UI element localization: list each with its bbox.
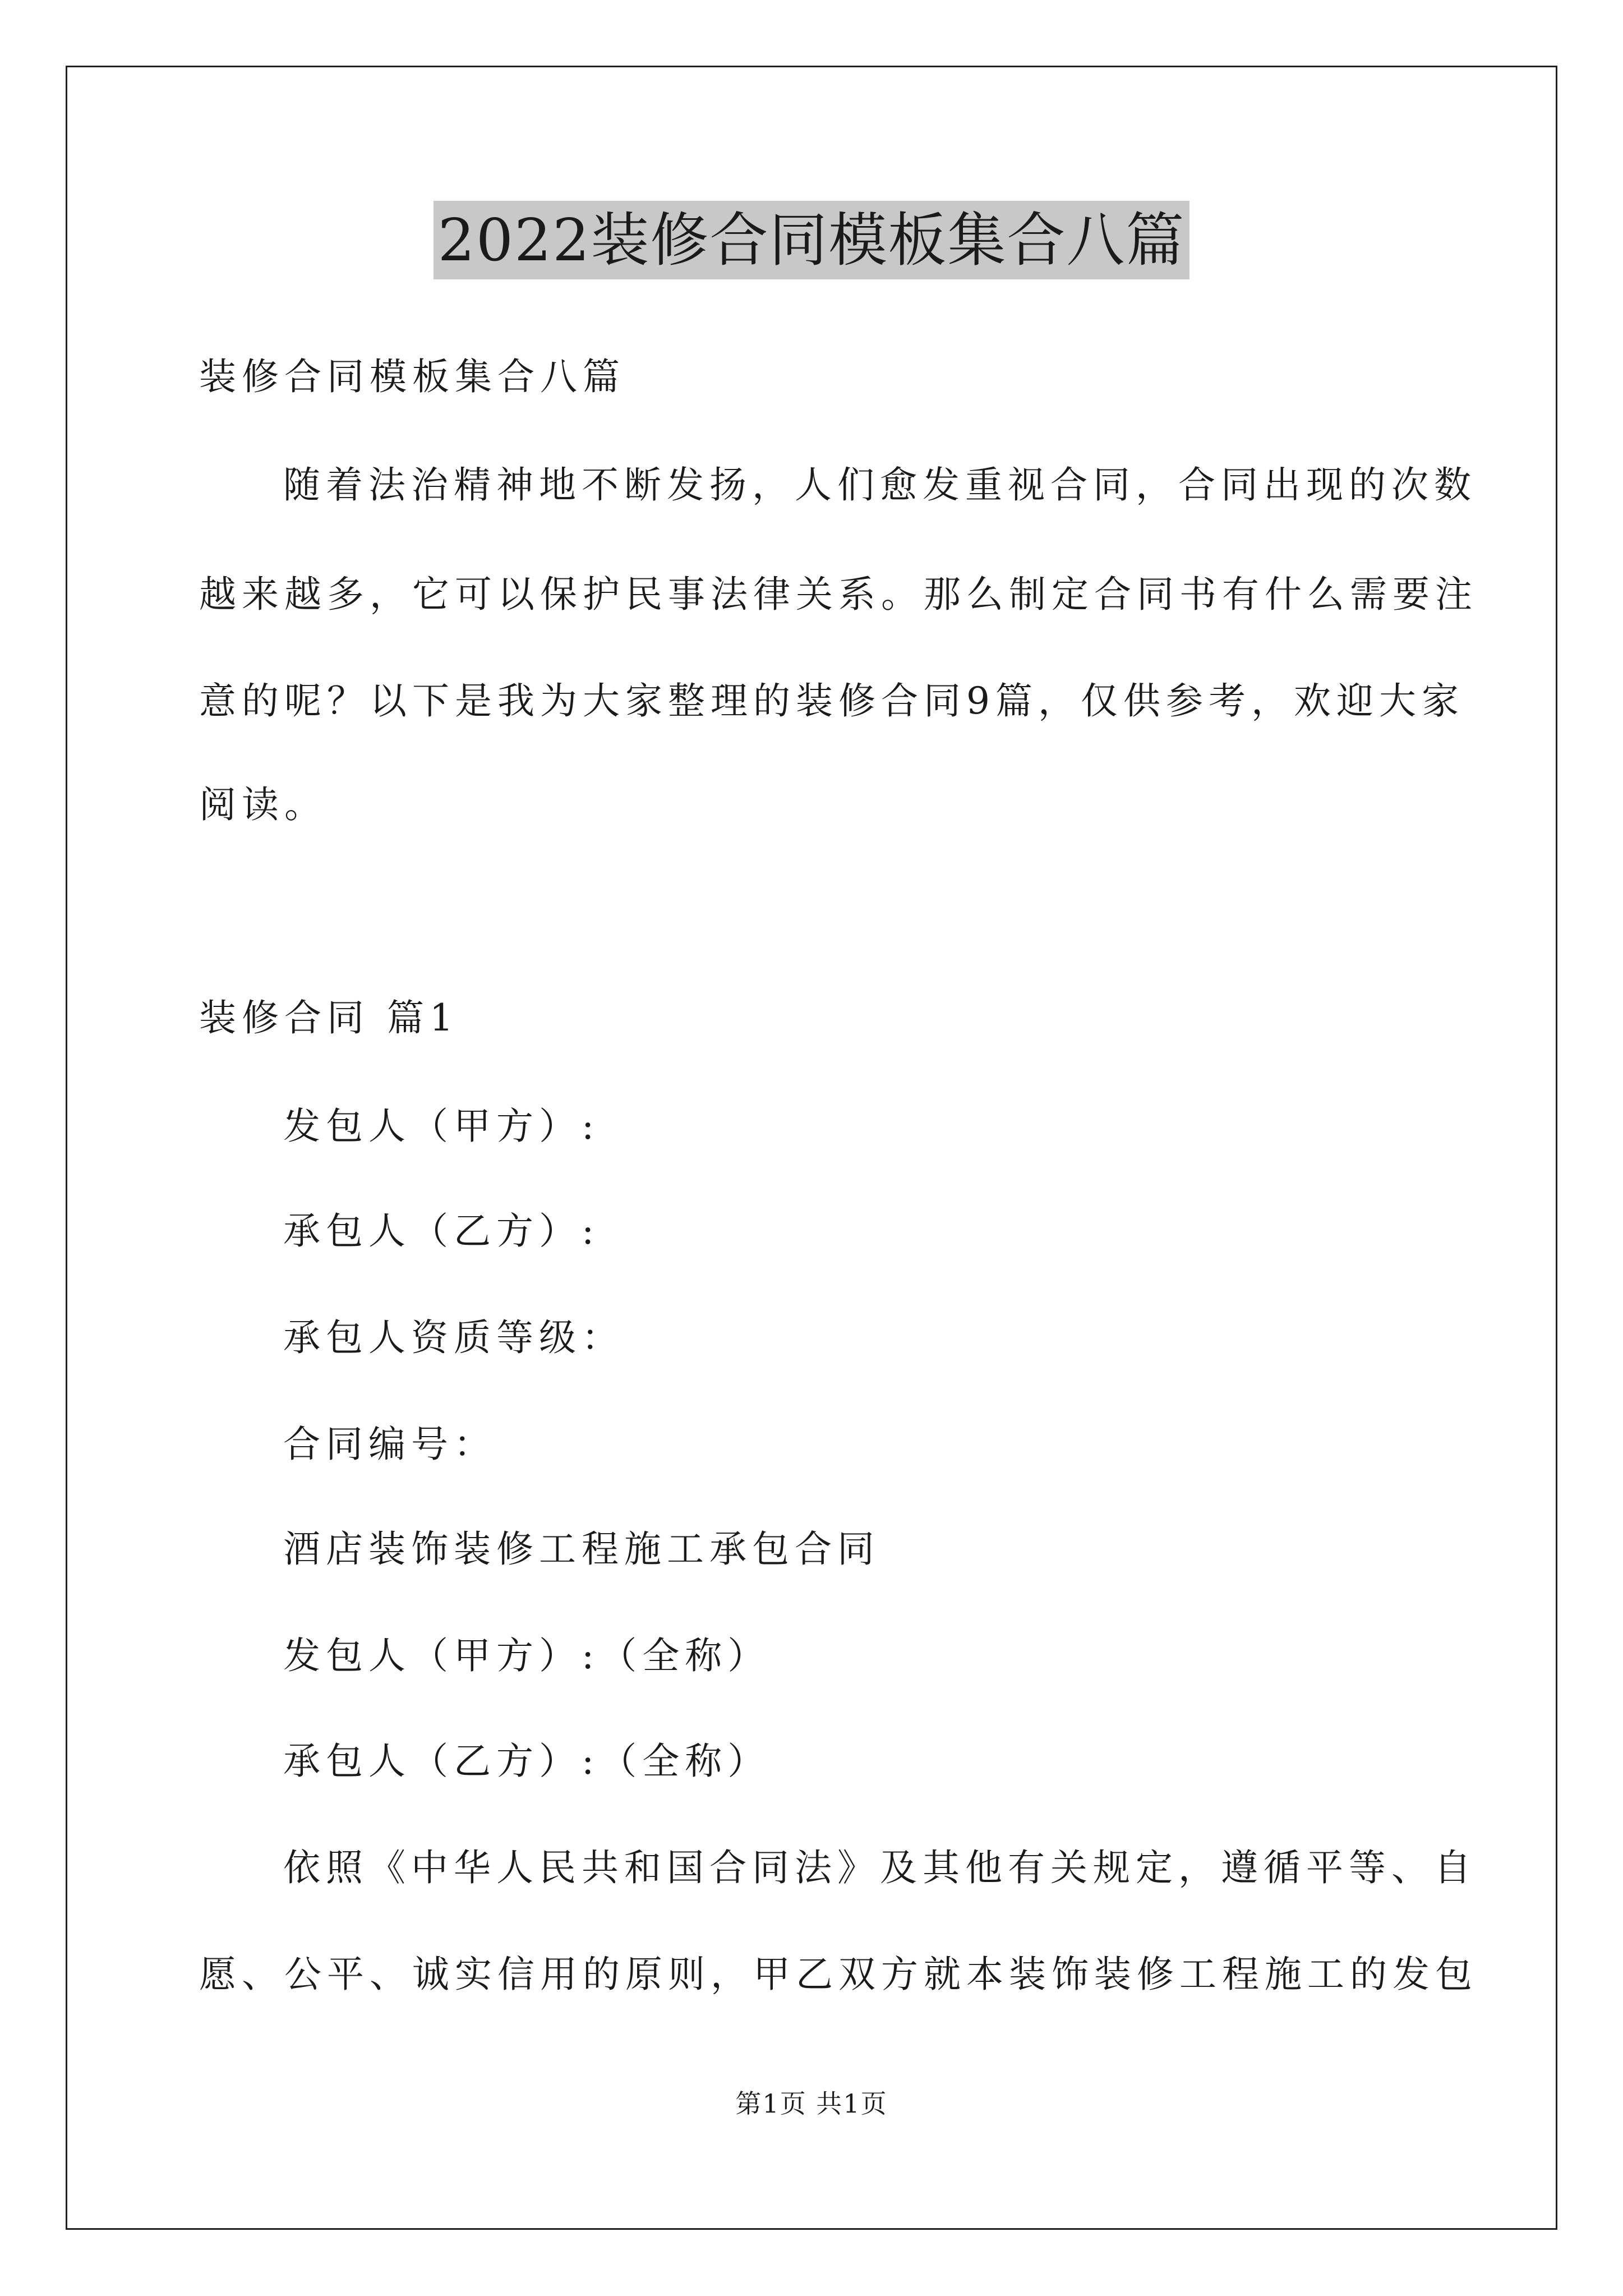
- field-party-a: 发包人（甲方）:: [283, 1105, 600, 1148]
- page-footer: 第1页 共1页: [735, 2088, 888, 2119]
- title-container: [0, 201, 1623, 279]
- party-a-full: 发包人（甲方）:（全称）: [283, 1634, 771, 1677]
- intro-line-2: 越来越多，它可以保护民事法律关系。那么制定合同书有什么需要注: [199, 573, 1478, 616]
- contract-title: 酒店装饰装修工程施工承包合同: [283, 1527, 880, 1571]
- body-line-2: 愿、公平、诚实信用的原则，甲乙双方就本装饰装修工程施工的发包: [199, 1953, 1478, 1996]
- section-heading: 装修合同 篇1: [199, 996, 459, 1039]
- intro-line-4: 阅读。: [199, 783, 327, 826]
- field-contract-no: 合同编号：: [283, 1423, 496, 1466]
- field-qualification: 承包人资质等级：: [283, 1316, 624, 1359]
- intro-line-3: 意的呢？以下是我为大家整理的装修合同9篇，仅供参考，欢迎大家: [199, 679, 1464, 723]
- intro-line-1: 随着法治精神地不断发扬，人们愈发重视合同，合同出现的次数: [283, 463, 1477, 507]
- party-b-full: 承包人（乙方）:（全称）: [283, 1740, 771, 1783]
- body-line-1: 依照《中华人民共和国合同法》及其他有关规定，遵循平等、自: [283, 1846, 1477, 1889]
- document-title: 2022装修合同模板集合八篇: [434, 201, 1190, 279]
- subtitle: 装修合同模板集合八篇: [199, 355, 625, 398]
- field-party-b: 承包人（乙方）:: [283, 1209, 600, 1253]
